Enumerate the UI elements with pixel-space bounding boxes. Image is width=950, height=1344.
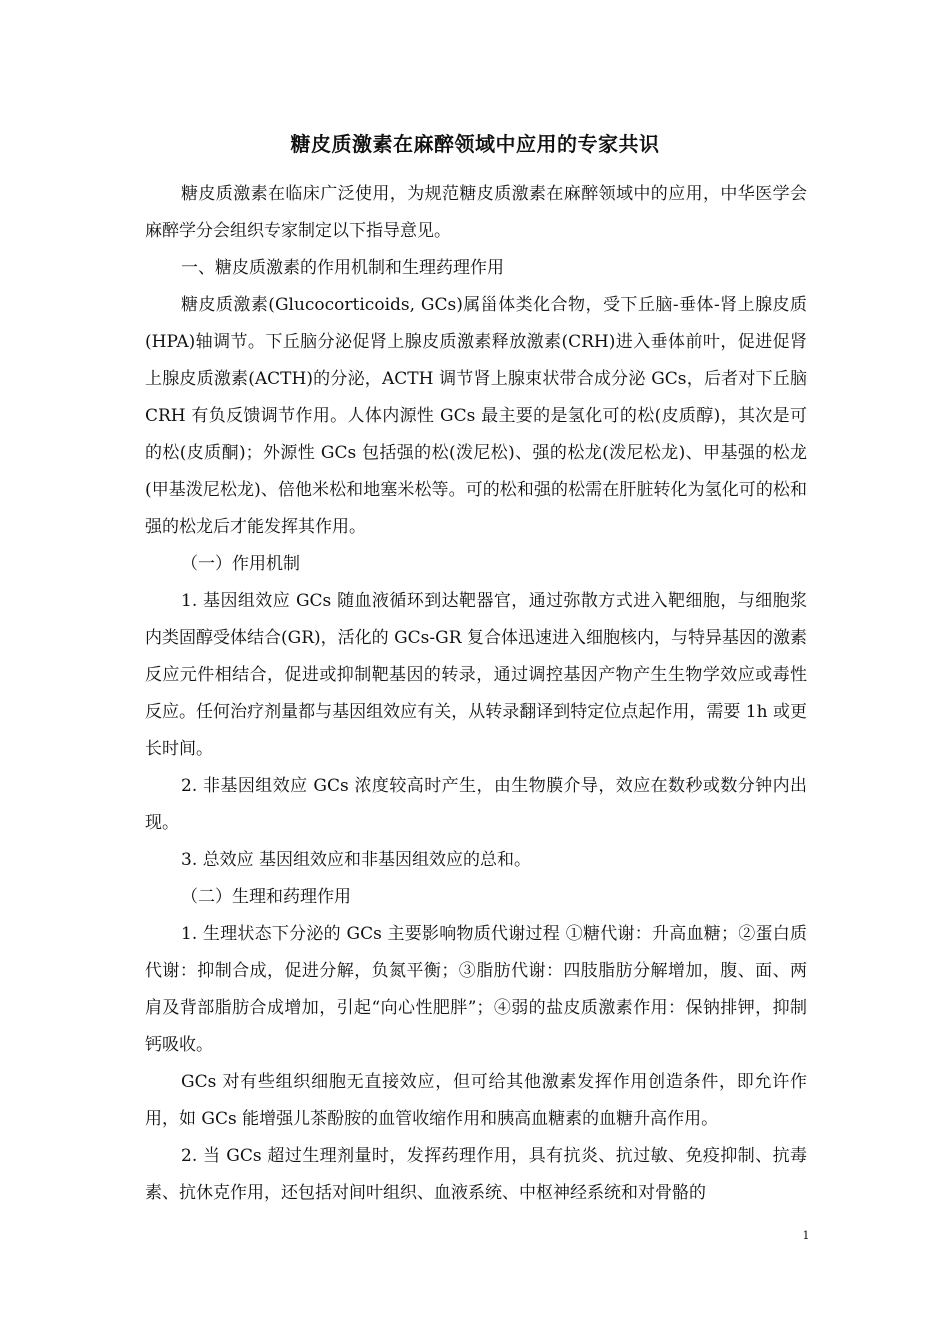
paragraph-intro: 糖皮质激素在临床广泛使用，为规范糖皮质激素在麻醉领域中的应用，中华医学会麻醉学分会组织专家制定以下指导意见。 — [145, 184, 807, 241]
page-number: 1 — [802, 1229, 810, 1242]
subsection-heading-physiology: （二）生理和药理作用 — [181, 887, 351, 907]
paragraph-genomic-effect: 1. 基因组效应 GCs 随血液循环到达靶器官，通过弥散方式进入靶细胞，与细胞浆内类固醇受体结合(GR)，活化的 GCs-GR 复合体迅速进入细胞核内，与特异基因的激素反应元件相结合，促进或抑制靶基因的转录，通过调控基因产物产生生物学效应或毒性反应。任何治疗剂量都与基因组效应有关，从转录翻译到特定位点起作用，需要 1h 或更长时间。 — [145, 591, 807, 759]
paragraph-nongenomic-effect: 2. 非基因组效应 GCs 浓度较高时产生，由生物膜介导，效应在数秒或数分钟内出现。 — [145, 776, 807, 833]
subsection-heading-mechanism: （一）作用机制 — [181, 554, 300, 574]
document-title: 糖皮质激素在麻醉领域中应用的专家共识 — [290, 132, 660, 156]
paragraph-total-effect: 3. 总效应 基因组效应和非基因组效应的总和。 — [181, 850, 532, 870]
document-body — [145, 176, 807, 1212]
paragraph-physiological-effects: 1. 生理状态下分泌的 GCs 主要影响物质代谢过程 ①糖代谢：升高血糖；②蛋白质代谢：抑制合成，促进分解，负氮平衡；③脂肪代谢：四肢脂肪分解增加，腹、面、两肩及背部脂肪合成增加，引起“向心性肥胖”；④弱的盐皮质激素作用：保钠排钾，抑制钙吸收。 — [145, 924, 807, 1055]
paragraph-gcs-overview: 糖皮质激素(Glucocorticoids, GCs)属甾体类化合物，受下丘脑-垂体-肾上腺皮质(HPA)轴调节。下丘脑分泌促肾上腺皮质激素释放激素(CRH)进入垂体前叶，促进促肾上腺皮质激素(ACTH)的分泌，ACTH 调节肾上腺束状带合成分泌 GCs，后者对下丘脑 CRH 有负反馈调节作用。人体内源性 GCs 最主要的是氢化可的松(皮质醇)，其次是可的松(皮质酮)；外源性 GCs 包括强的松(泼尼松)、强的松龙(泼尼松龙)、甲基强的松龙(甲基泼尼松龙)、倍他米松和地塞米松等。可的松和强的松需在肝脏转化为氢化可的松和强的松龙后才能发挥其作用。 — [145, 295, 807, 537]
section-heading-1: 一、糖皮质激素的作用机制和生理药理作用 — [181, 258, 504, 278]
paragraph-permissive-effect: GCs 对有些组织细胞无直接效应，但可给其他激素发挥作用创造条件，即允许作用，如 GCs 能增强儿茶酚胺的血管收缩作用和胰高血糖素的血糖升高作用。 — [145, 1072, 807, 1129]
paragraph-pharmacological-effects: 2. 当 GCs 超过生理剂量时，发挥药理作用，具有抗炎、抗过敏、免疫抑制、抗毒素、抗休克作用，还包括对间叶组织、血液系统、中枢神经系统和对骨骼的 — [145, 1146, 807, 1203]
